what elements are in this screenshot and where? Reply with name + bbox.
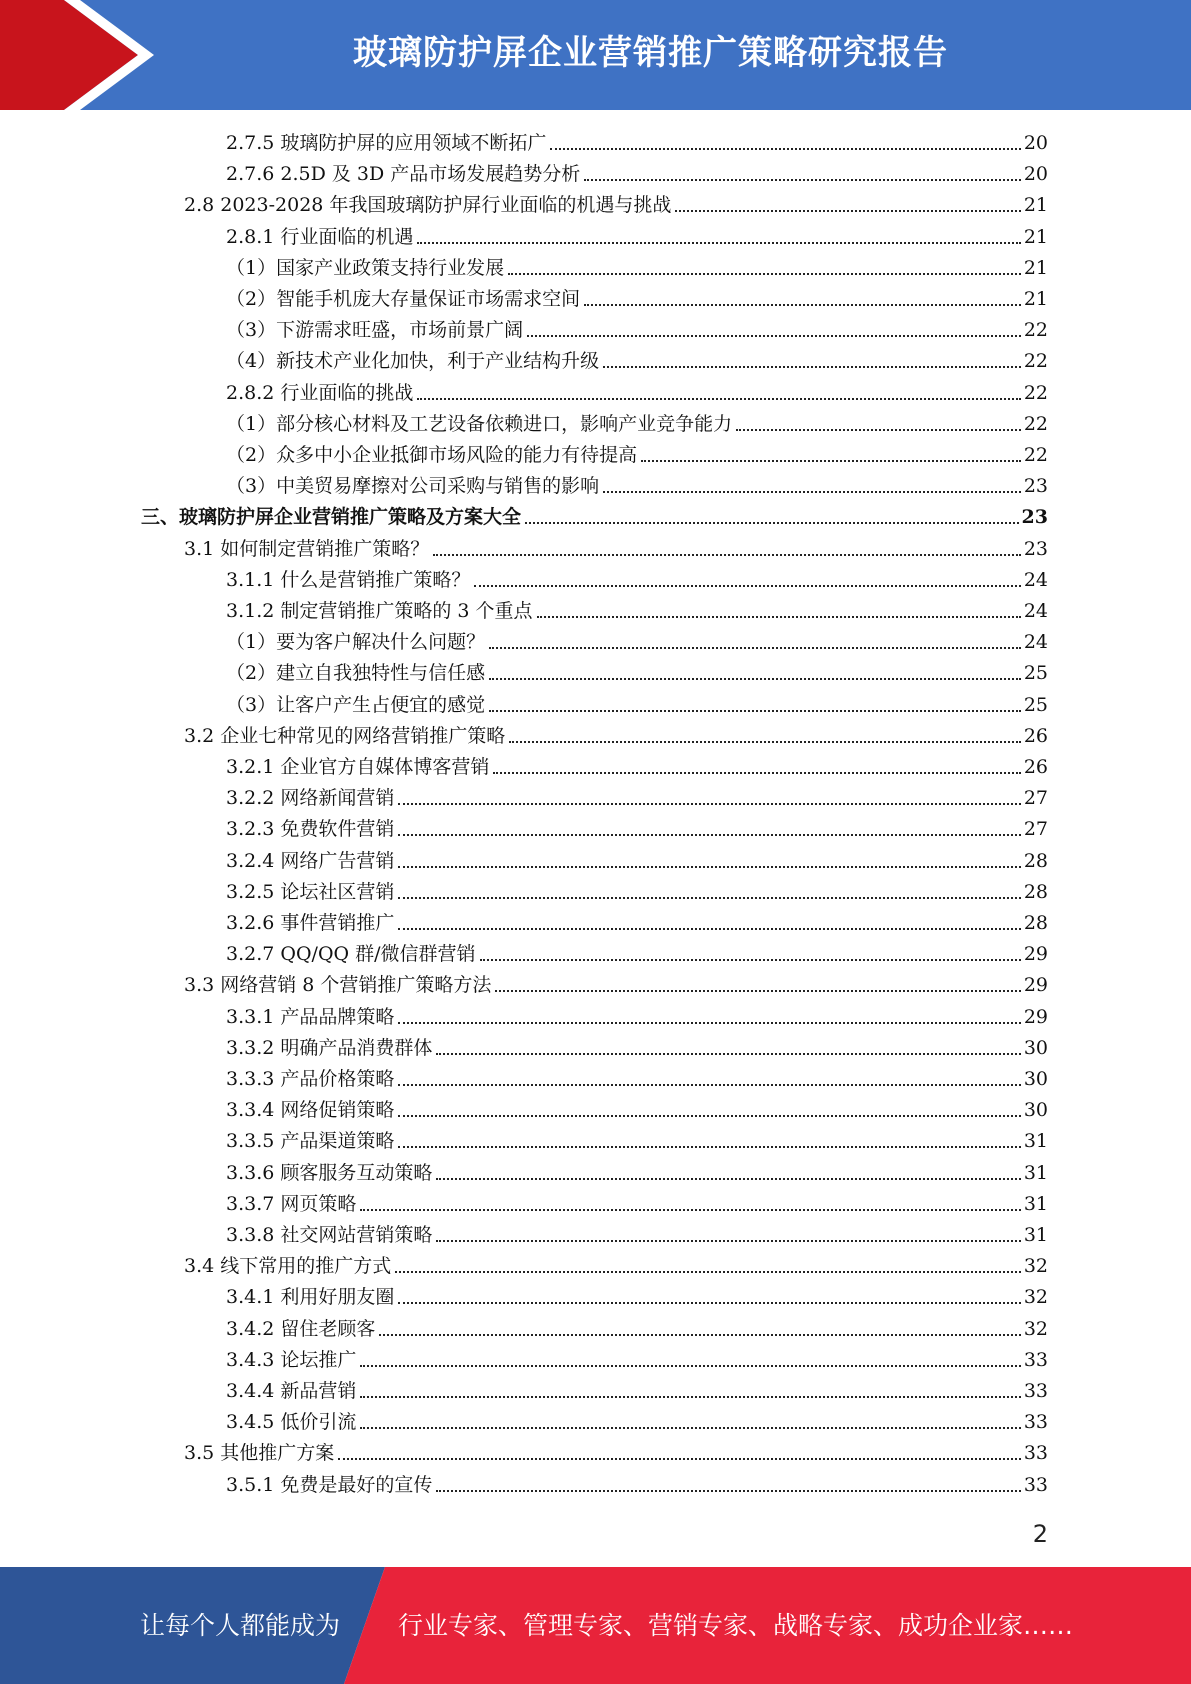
toc-entry-page: 21 [1023,194,1048,216]
toc-entry-page: 30 [1023,1068,1048,1090]
toc-entry-label: （2）智能手机庞大存量保证市场需求空间 [226,288,581,310]
toc-entry-label: 3.2.6 事件营销推广 [226,912,395,934]
toc-entry[interactable] [141,502,1048,533]
toc-entry-page: 31 [1023,1224,1048,1246]
toc-entry-label: 3.1 如何制定营销推广策略？ [184,538,430,560]
toc-entry-page: 26 [1023,756,1048,778]
toc-entry[interactable] [226,284,1048,315]
page-number: 2 [1032,1520,1048,1548]
toc-dot-leader [509,741,1021,743]
toc-dot-leader [417,242,1020,244]
toc-entry[interactable] [226,253,1048,284]
toc-entry-page: 31 [1023,1193,1048,1215]
toc-entry[interactable] [226,346,1048,377]
toc-entry[interactable] [226,877,1048,908]
toc-entry[interactable] [226,1345,1048,1376]
toc-entry[interactable] [184,1251,1048,1282]
toc-entry-page: 24 [1023,600,1048,622]
toc-entry-page: 33 [1023,1474,1048,1496]
toc-entry-label: 3.2.5 论坛社区营销 [226,881,395,903]
toc-dot-leader [474,585,1020,587]
toc-entry[interactable] [226,814,1048,845]
toc-entry[interactable] [226,752,1048,783]
toc-entry[interactable] [184,1438,1048,1469]
toc-entry[interactable] [226,1002,1048,1033]
toc-entry[interactable] [226,378,1048,409]
toc-entry[interactable] [226,159,1048,190]
toc-dot-leader [675,210,1020,212]
toc-entry-label: 3.4.2 留住老顾客 [226,1318,376,1340]
toc-dot-leader [360,1396,1020,1398]
toc-entry[interactable] [226,1126,1048,1157]
toc-dot-leader [603,491,1021,493]
toc-dot-leader [360,1427,1020,1429]
page-footer [0,1567,1191,1684]
toc-entry-label: 3.3.5 产品渠道策略 [226,1130,395,1152]
toc-entry[interactable] [226,1314,1048,1345]
toc-entry-label: 3.4.5 低价引流 [226,1411,357,1433]
toc-entry-page: 24 [1023,631,1048,653]
toc-entry-page: 23 [1023,475,1048,497]
toc-entry-page: 22 [1023,444,1048,466]
toc-dot-leader [398,1302,1020,1304]
toc-entry-page: 29 [1023,943,1048,965]
toc-entry-label: 2.8.1 行业面临的机遇 [226,226,414,248]
toc-dot-leader [495,990,1020,992]
toc-entry-label: （4）新技术产业化加快，利于产业结构升级 [226,350,600,372]
header-chevron-graphic [0,0,160,110]
toc-entry-page: 31 [1023,1162,1048,1184]
toc-entry-label: （3）下游需求旺盛，市场前景广阔 [226,319,524,341]
toc-entry-label: 3.5.1 免费是最好的宣传 [226,1474,433,1496]
toc-dot-leader [641,460,1021,462]
toc-entry-label: 3.3.3 产品价格策略 [226,1068,395,1090]
toc-entry-page: 21 [1023,226,1048,248]
toc-entry-page: 30 [1023,1037,1048,1059]
footer-slogan-right: 行业专家、管理专家、营销专家、战略专家、成功企业家…… [398,1611,1074,1640]
toc-dot-leader [489,710,1021,712]
toc-entry-label: 3.1.1 什么是营销推广策略？ [226,569,471,591]
toc-entry-page: 30 [1023,1099,1048,1121]
toc-dot-leader [436,1053,1020,1055]
toc-entry-label: 3.3.8 社交网站营销策略 [226,1224,433,1246]
toc-entry[interactable] [226,1282,1048,1313]
toc-entry-page: 22 [1023,319,1048,341]
toc-dot-leader [537,616,1021,618]
toc-dot-leader [398,928,1020,930]
toc-entry-page: 24 [1023,569,1048,591]
toc-entry[interactable] [184,190,1048,221]
toc-entry-page: 27 [1023,787,1048,809]
toc-entry-page: 31 [1023,1130,1048,1152]
toc-entry-label: 3.2.4 网络广告营销 [226,850,395,872]
toc-entry-label: 3.3.6 顾客服务互动策略 [226,1162,433,1184]
toc-entry[interactable] [226,783,1048,814]
toc-entry-label: 3.2.2 网络新闻营销 [226,787,395,809]
toc-entry-page: 23 [1021,506,1048,528]
toc-dot-leader [433,554,1021,556]
toc-entry-label: 3.4.4 新品营销 [226,1380,357,1402]
toc-entry[interactable] [184,721,1048,752]
toc-dot-leader [527,335,1021,337]
toc-entry-label: 3.3.2 明确产品消费群体 [226,1037,433,1059]
toc-dot-leader [489,647,1021,649]
toc-entry-label: 2.7.6 2.5D 及 3D 产品市场发展趋势分析 [226,163,581,185]
toc-entry[interactable] [226,315,1048,346]
toc-entry-label: 2.8.2 行业面临的挑战 [226,382,414,404]
toc-entry-label: （1）国家产业政策支持行业发展 [226,257,505,279]
toc-entry-page: 32 [1023,1255,1048,1277]
toc-entry-label: 2.7.5 玻璃防护屏的应用领域不断拓广 [226,132,547,154]
toc-dot-leader [489,678,1021,680]
toc-dot-leader [398,1084,1020,1086]
toc-entry[interactable] [184,970,1048,1001]
toc-entry[interactable] [226,596,1048,627]
toc-entry-page: 33 [1023,1442,1048,1464]
toc-dot-leader [395,1271,1021,1273]
toc-entry[interactable] [226,1158,1048,1189]
toc-dot-leader [360,1365,1020,1367]
toc-dot-leader [550,148,1020,150]
toc-dot-leader [360,1209,1020,1211]
toc-entry[interactable] [226,565,1048,596]
toc-dot-leader [493,772,1020,774]
toc-entry-page: 23 [1023,538,1048,560]
toc-dot-leader [584,304,1021,306]
toc-entry-label: 3.5 其他推广方案 [184,1442,335,1464]
toc-entry-page: 22 [1023,350,1048,372]
toc-entry-label: 3.4 线下常用的推广方式 [184,1255,392,1277]
report-title: 玻璃防护屏企业营销推广策略研究报告 [353,33,948,73]
toc-dot-leader [436,1240,1020,1242]
toc-entry-page: 33 [1023,1349,1048,1371]
toc-entry[interactable] [226,846,1048,877]
toc-entry[interactable] [226,1407,1048,1438]
toc-dot-leader [398,1115,1020,1117]
toc-entry[interactable] [226,908,1048,939]
toc-dot-leader [417,398,1020,400]
toc-dot-leader [379,1334,1020,1336]
toc-entry-page: 27 [1023,818,1048,840]
toc-entry-page: 25 [1023,694,1048,716]
toc-entry-page: 32 [1023,1286,1048,1308]
toc-entry-label: （3）中美贸易摩擦对公司采购与销售的影响 [226,475,600,497]
toc-entry[interactable] [226,1470,1048,1501]
toc-entry-label: 3.2.1 企业官方自媒体博客营销 [226,756,490,778]
toc-dot-leader [398,1022,1020,1024]
toc-entry-page: 33 [1023,1411,1048,1433]
toc-entry-page: 33 [1023,1380,1048,1402]
footer-slogan-left: 让每个人都能成为 [140,1611,341,1640]
toc-entry-page: 20 [1023,132,1048,154]
toc-entry[interactable] [226,1220,1048,1251]
toc-entry-label: （2）建立自我独特性与信任感 [226,662,486,684]
toc-entry[interactable] [184,534,1048,565]
toc-dot-leader [398,866,1020,868]
toc-entry-label: 2.8 2023-2028 年我国玻璃防护屏行业面临的机遇与挑战 [184,194,672,216]
toc-entry[interactable] [226,409,1048,440]
toc-entry[interactable] [226,939,1048,970]
toc-entry-label: 3.3.4 网络促销策略 [226,1099,395,1121]
toc-dot-leader [603,366,1021,368]
toc-entry[interactable] [226,1189,1048,1220]
toc-entry-label: 3.2.3 免费软件营销 [226,818,395,840]
toc-entry-label: 3.4.3 论坛推广 [226,1349,357,1371]
toc-dot-leader [436,1490,1020,1492]
toc-entry[interactable] [226,1064,1048,1095]
toc-entry-page: 28 [1023,850,1048,872]
toc-entry-page: 28 [1023,912,1048,934]
toc-entry[interactable] [226,440,1048,471]
toc-entry-label: （3）让客户产生占便宜的感觉 [226,694,486,716]
toc-entry-label: 3.2 企业七种常见的网络营销推广策略 [184,725,506,747]
toc-entry-label: 3.4.1 利用好朋友圈 [226,1286,395,1308]
toc-entry-page: 29 [1023,1006,1048,1028]
toc-dot-leader [398,897,1020,899]
toc-dot-leader [398,834,1020,836]
toc-entry-label: （1）要为客户解决什么问题？ [226,631,486,653]
toc-dot-leader [398,1146,1020,1148]
toc-entry-label: 3.3.7 网页策略 [226,1193,357,1215]
toc-entry-label: 3.3 网络营销 8 个营销推广策略方法 [184,974,492,996]
toc-dot-leader [508,273,1021,275]
toc-entry-page: 26 [1023,725,1048,747]
toc-entry-page: 29 [1023,974,1048,996]
toc-dot-leader [525,522,1019,524]
toc-entry-page: 20 [1023,163,1048,185]
toc-dot-leader [584,179,1021,181]
page-header [0,0,1191,110]
toc-entry-page: 25 [1023,662,1048,684]
toc-entry-page: 22 [1023,413,1048,435]
toc-entry-label: 3.3.1 产品品牌策略 [226,1006,395,1028]
toc-entry-page: 32 [1023,1318,1048,1340]
toc-dot-leader [338,1458,1021,1460]
toc-dot-leader [436,1178,1020,1180]
toc-dot-leader [398,803,1020,805]
toc-entry[interactable] [226,1376,1048,1407]
toc-entry[interactable] [226,128,1048,159]
toc-entry[interactable] [226,658,1048,689]
toc-dot-leader [736,429,1021,431]
toc-entry[interactable] [226,1095,1048,1126]
toc-entry-label: 3.1.2 制定营销推广策略的 3 个重点 [226,600,533,622]
toc-entry-page: 28 [1023,881,1048,903]
toc-entry-page: 22 [1023,382,1048,404]
toc-entry[interactable] [226,627,1048,658]
toc-entry[interactable] [226,1033,1048,1064]
toc-entry-page: 21 [1023,288,1048,310]
toc-dot-leader [480,959,1021,961]
toc-entry-label: 三、玻璃防护屏企业营销推广策略及方案大全 [141,506,522,528]
toc-entry-label: （1）部分核心材料及工艺设备依赖进口，影响产业竞争能力 [226,413,733,435]
toc-entry[interactable] [226,471,1048,502]
toc-entry-label: （2）众多中小企业抵御市场风险的能力有待提高 [226,444,638,466]
toc-entry-page: 21 [1023,257,1048,279]
toc-entry-label: 3.2.7 QQ/QQ 群/微信群营销 [226,943,476,965]
toc-entry[interactable] [226,222,1048,253]
toc-entry[interactable] [226,690,1048,721]
